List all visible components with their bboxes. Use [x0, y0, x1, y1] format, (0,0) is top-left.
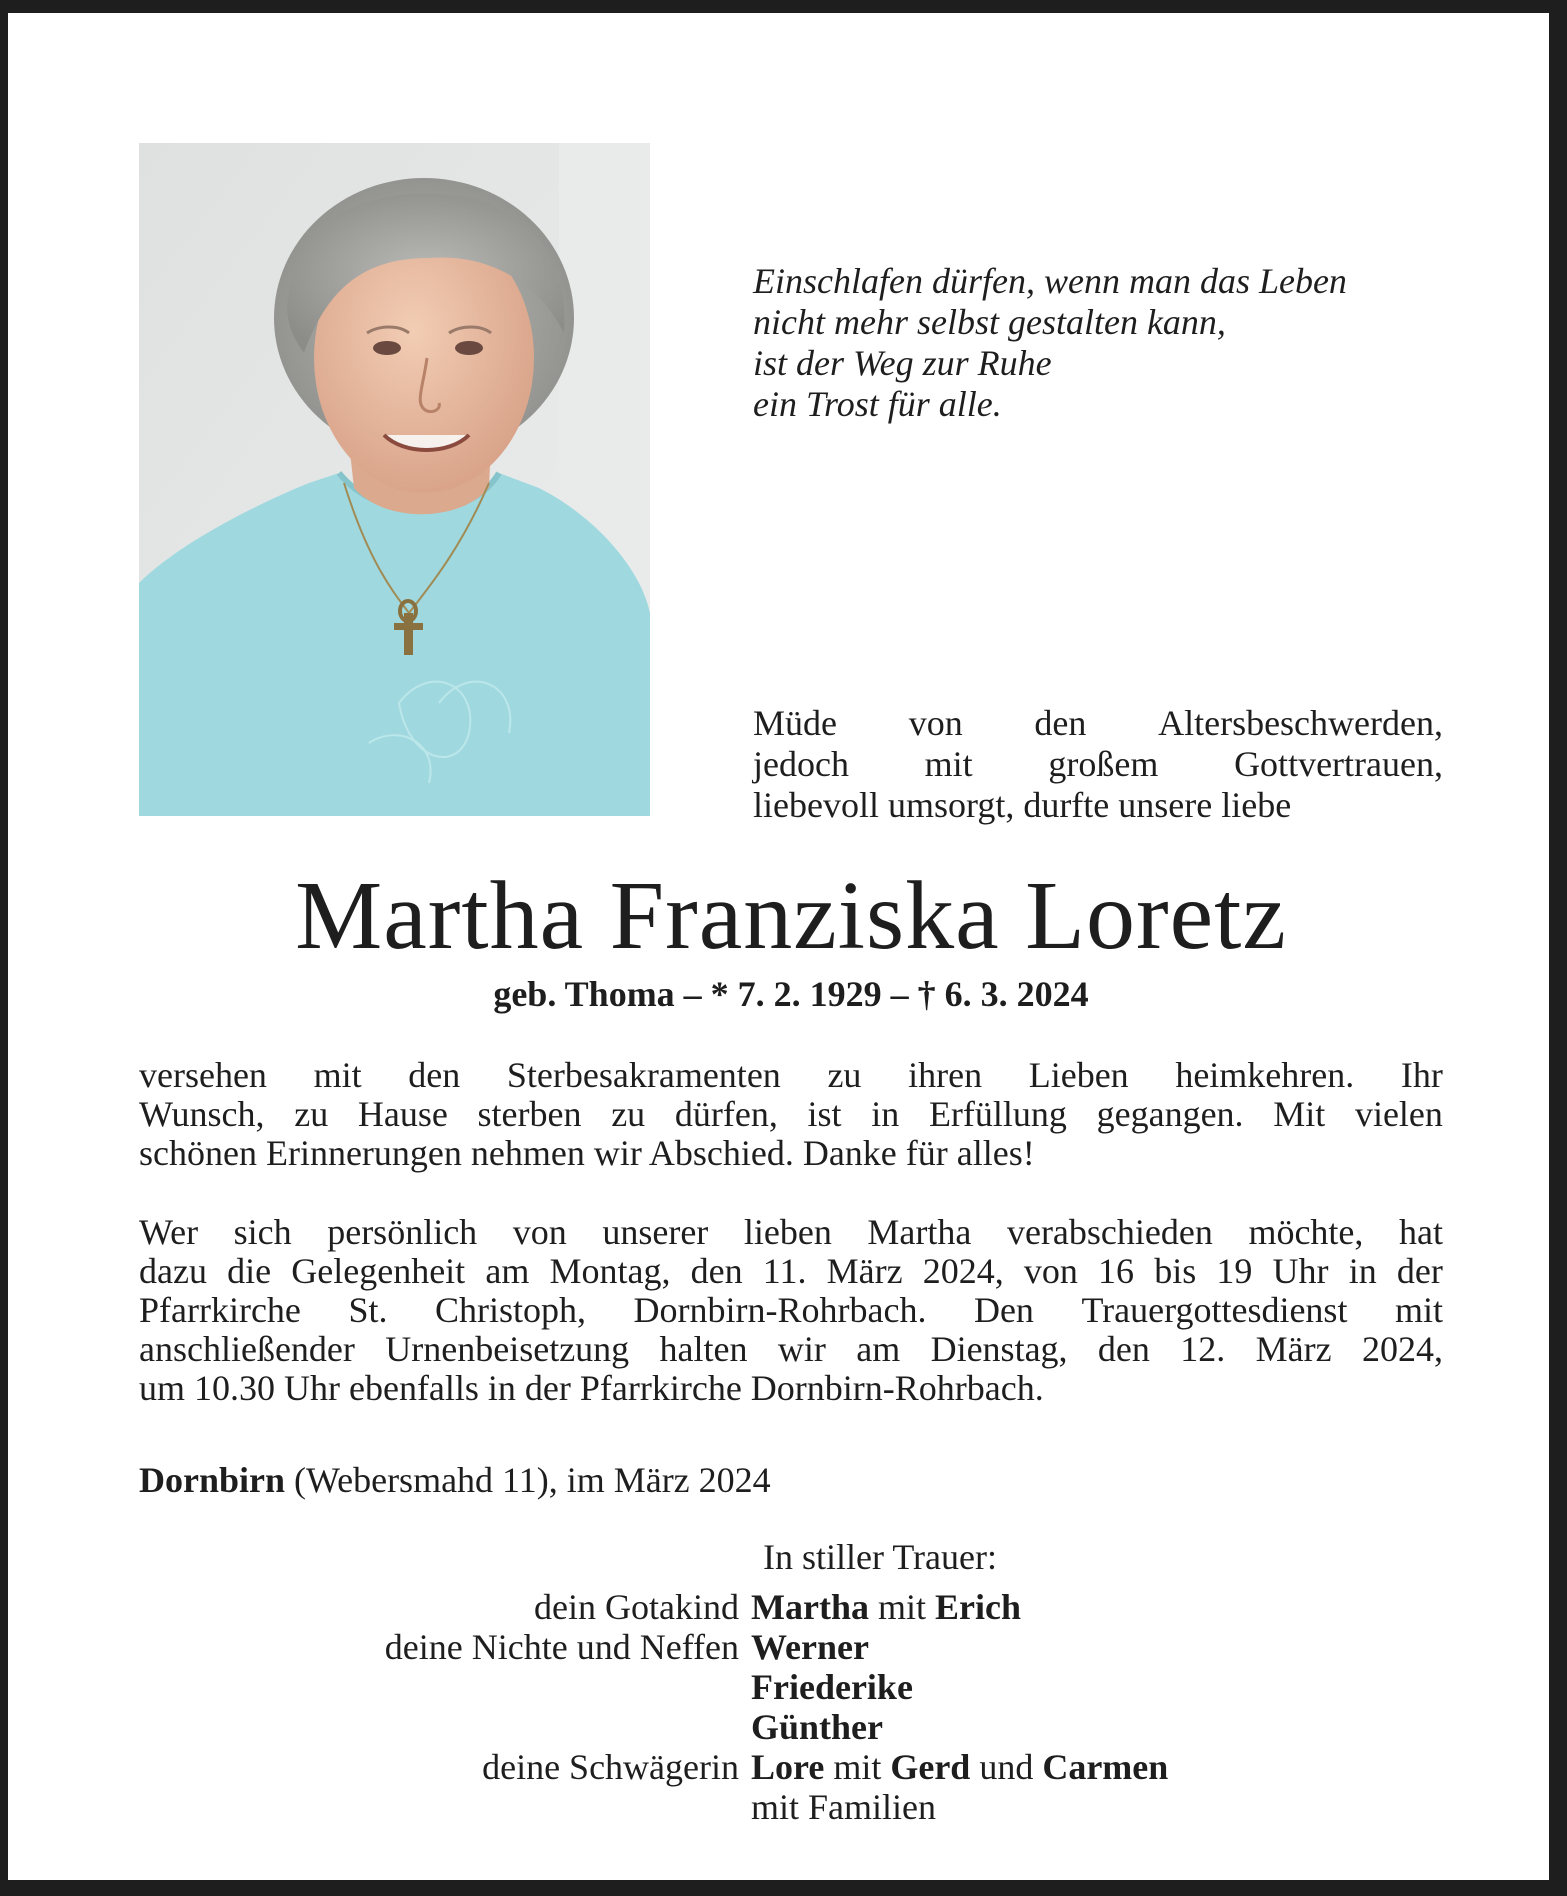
mourner-relation: deine Schwägerin: [482, 1747, 739, 1787]
word: hat: [1399, 1212, 1443, 1252]
portrait-image: [139, 143, 650, 816]
word: von: [512, 1212, 567, 1252]
poem-line: ist der Weg zur Ruhe: [753, 343, 1052, 383]
mourner-name: Günther: [751, 1707, 884, 1747]
intro-word: Gottvertrauen,: [1234, 744, 1443, 784]
word: Christoph,: [434, 1290, 586, 1330]
mourner-names: [751, 1627, 869, 1667]
intro-text: [753, 703, 1443, 826]
paragraph-last-line: um 10.30 Uhr ebenfalls in der Pfarrkirche Dornbirn-Rohrbach.: [139, 1368, 1044, 1408]
word: 11.: [762, 1251, 807, 1291]
word: Montag,: [549, 1251, 671, 1291]
word: am: [856, 1329, 901, 1369]
word: St.: [348, 1290, 388, 1330]
mourner-connector: mit Familien: [751, 1787, 936, 1827]
mourner-relation: deine Nichte und Neffen: [384, 1627, 739, 1667]
word: Hause: [357, 1094, 448, 1134]
portrait-photo: [139, 143, 650, 816]
word: zu: [294, 1094, 329, 1134]
word: die: [227, 1251, 272, 1291]
mourner-names: [751, 1587, 1021, 1627]
mourner-names: [751, 1787, 936, 1827]
word: den: [408, 1055, 461, 1095]
mourner-name: Werner: [751, 1627, 869, 1667]
word: den: [1097, 1329, 1150, 1369]
mourning-heading: In stiller Trauer:: [763, 1537, 997, 1577]
mourner-row: [139, 1787, 1443, 1827]
intro-line: [753, 744, 1443, 785]
mourner-name: Gerd: [890, 1747, 971, 1787]
word: dürfen,: [674, 1094, 778, 1134]
word: zu: [611, 1094, 646, 1134]
mourner-connector: mit: [868, 1587, 935, 1627]
mourner-names: [751, 1747, 1168, 1787]
mourner-row: [139, 1667, 1443, 1707]
mourner-name: Martha: [751, 1587, 869, 1627]
mourner-connector: mit: [824, 1747, 891, 1787]
poem-line: nicht mehr selbst gestalten kann,: [753, 302, 1226, 342]
word: Martha: [867, 1212, 972, 1252]
word: März: [826, 1251, 903, 1291]
word: Sterbesakramenten: [506, 1055, 781, 1095]
word: ihren: [908, 1055, 983, 1095]
word: 16: [1098, 1251, 1135, 1291]
intro-line: liebevoll umsorgt, durfte unsere liebe: [753, 785, 1292, 825]
intro-word: jedoch: [753, 744, 849, 784]
intro-word: Altersbeschwerden,: [1158, 703, 1443, 743]
word: den: [690, 1251, 743, 1291]
word: wir: [777, 1329, 826, 1369]
justified-line: [139, 1291, 1443, 1330]
word: Trauergottesdienst: [1081, 1290, 1348, 1330]
word: Gelegenheit: [291, 1251, 466, 1291]
word: Dienstag,: [930, 1329, 1068, 1369]
word: in: [871, 1094, 900, 1134]
mourner-row: [139, 1747, 1443, 1787]
word: 2024,: [922, 1251, 1004, 1291]
birth-death-dates: geb. Thoma – * 7. 2. 1929 – † 6. 3. 2024: [493, 974, 1089, 1014]
justified-line: [139, 1252, 1443, 1291]
intro-word: Müde: [753, 703, 837, 743]
word: halten: [659, 1329, 748, 1369]
word: 19: [1216, 1251, 1253, 1291]
word: Erfüllung: [928, 1094, 1067, 1134]
word: ist: [807, 1094, 842, 1134]
word: Ihr: [1400, 1055, 1443, 1095]
word: Dornbirn-Rohrbach.: [633, 1290, 927, 1330]
paragraph-last-line: schönen Erinnerungen nehmen wir Abschied. Danke für alles!: [139, 1133, 1035, 1173]
mourner-name: Erich: [934, 1587, 1021, 1627]
paragraph-announcement: [139, 1056, 1443, 1173]
mourner-name: Lore: [751, 1747, 825, 1787]
mourner-row: [139, 1627, 1443, 1667]
word: unserer: [602, 1212, 709, 1252]
word: 12.: [1180, 1329, 1226, 1369]
mourner-row: [139, 1587, 1443, 1627]
word: zu: [827, 1055, 862, 1095]
word: verabschieden: [1006, 1212, 1213, 1252]
word: persönlich: [327, 1212, 478, 1252]
word: am: [485, 1251, 530, 1291]
mourner-name: Carmen: [1042, 1747, 1169, 1787]
justified-line: [139, 1213, 1443, 1252]
word: sterben: [477, 1094, 582, 1134]
mourner-relation: [139, 1667, 751, 1707]
place-and-date: [139, 1460, 771, 1500]
justified-line: [139, 1095, 1443, 1134]
intro-word: mit: [924, 744, 973, 784]
word: sich: [233, 1212, 292, 1252]
poem-line: Einschlafen dürfen, wenn man das Leben: [753, 261, 1347, 301]
word: März: [1255, 1329, 1332, 1369]
mourner-row: [139, 1707, 1443, 1747]
word: Den: [973, 1290, 1034, 1330]
word: Lieben: [1028, 1055, 1129, 1095]
intro-word: großem: [1048, 744, 1159, 784]
deceased-name: Martha Franziska Loretz: [295, 862, 1287, 970]
word: der: [1396, 1251, 1443, 1291]
word: heimkehren.: [1175, 1055, 1355, 1095]
intro-line: [753, 703, 1443, 744]
word: möchte,: [1248, 1212, 1364, 1252]
mourner-relation: [139, 1787, 751, 1827]
word: Pfarrkirche: [139, 1290, 301, 1330]
mourner-name: Friederike: [751, 1667, 913, 1707]
paragraph-service-details: [139, 1213, 1443, 1408]
poem: [753, 261, 1347, 425]
mourner-relation: dein Gotakind: [534, 1587, 739, 1627]
word: von: [1023, 1251, 1078, 1291]
intro-word: von: [908, 703, 963, 743]
word: dazu: [139, 1251, 207, 1291]
mourner-names: [751, 1707, 883, 1747]
mourner-relation: [139, 1707, 751, 1747]
word: vielen: [1354, 1094, 1443, 1134]
word: Mit: [1273, 1094, 1326, 1134]
word: mit: [1394, 1290, 1443, 1330]
word: 2024,: [1361, 1329, 1443, 1369]
word: in: [1348, 1251, 1377, 1291]
place-address-date: (Webersmahd 11), im März 2024: [285, 1460, 771, 1500]
intro-word: den: [1034, 703, 1087, 743]
word: Wer: [139, 1212, 199, 1252]
word: bis: [1154, 1251, 1197, 1291]
mourner-names: [751, 1667, 913, 1707]
mourner-connector: und: [970, 1747, 1043, 1787]
word: lieben: [743, 1212, 832, 1252]
word: Wunsch,: [139, 1094, 265, 1134]
justified-line: [139, 1056, 1443, 1095]
word: Urnenbeisetzung: [385, 1329, 630, 1369]
word: mit: [313, 1055, 362, 1095]
word: versehen: [139, 1055, 267, 1095]
word: Uhr: [1272, 1251, 1329, 1291]
mourners-list: [139, 1587, 1443, 1827]
word: gegangen.: [1096, 1094, 1244, 1134]
place-town: Dornbirn: [139, 1460, 286, 1500]
justified-line: [139, 1330, 1443, 1369]
poem-line: ein Trost für alle.: [753, 384, 1002, 424]
word: anschließender: [139, 1329, 355, 1369]
